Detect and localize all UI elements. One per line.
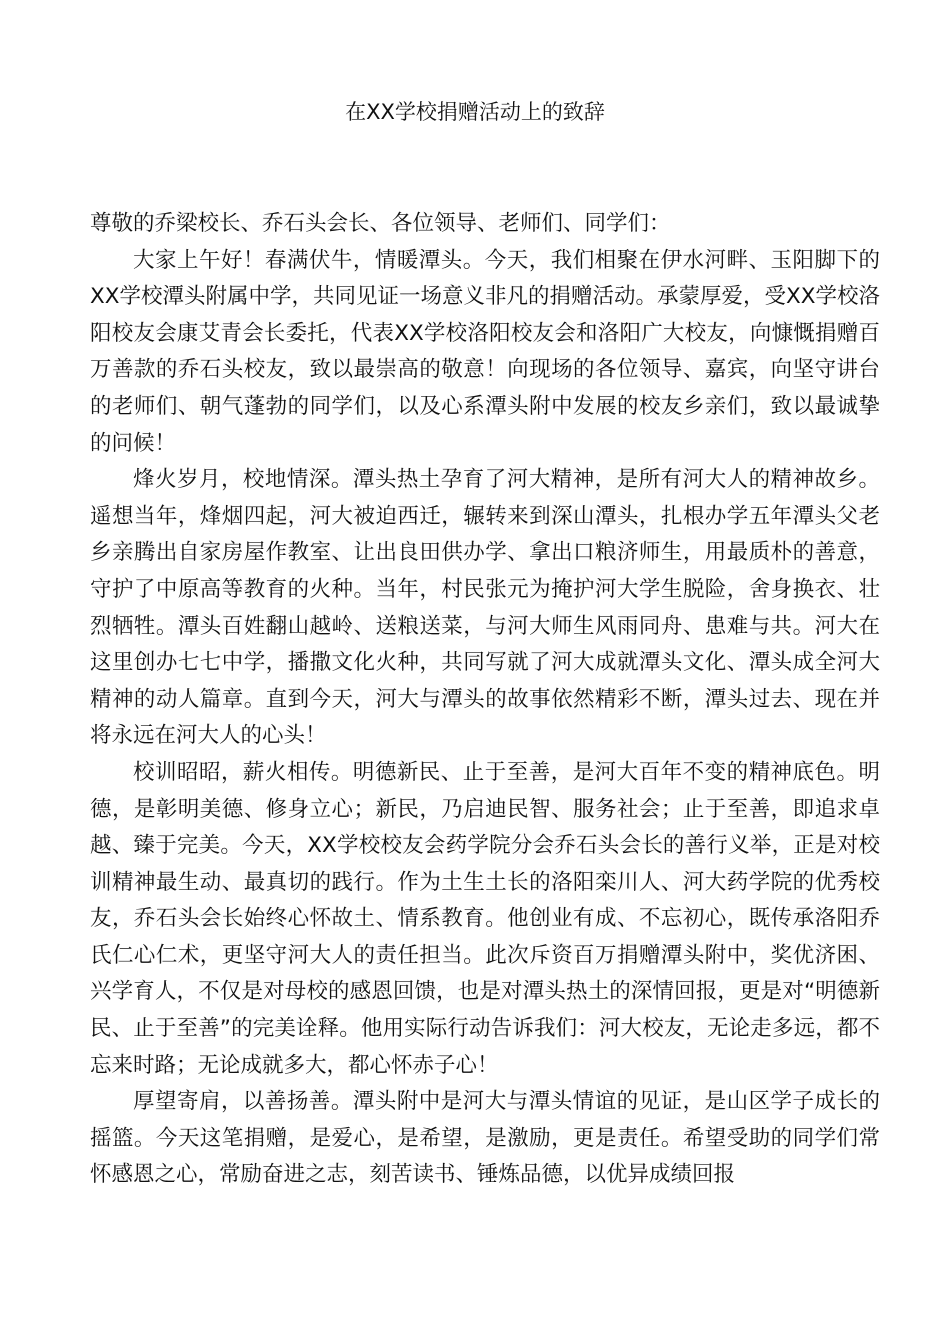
paragraph-hopes: 厚望寄肩，以善扬善。潭头附中是河大与潭头情谊的见证，是山区学子成长的摇篮。今天这笔捐赠，是爱心，是希望，是激励，更是责任。希望受助的同学们常怀感恩之心，常励奋进之志，刻苦读书、锤炼品德，以优异成绩回报 <box>90 1089 880 1188</box>
document-title: 在XX学校捐赠活动上的致辞 <box>345 100 605 124</box>
paragraph-history: 烽火岁月，校地情深。潭头热土孕育了河大精神，是所有河大人的精神故乡。遥想当年，烽烟四起，河大被迫西迁，辗转来到深山潭头，扎根办学五年潭头父老乡亲腾出自家房屋作教室、让出良田供办学、拿出口粮济师生，用最质朴的善意，守护了中原高等教育的火种。当年，村民张元为掩护河大学生脱险，舍身换衣、壮烈牺牲。潭头百姓翻山越岭、送粮送菜，与河大师生风雨同舟、患难与共。河大在这里创办七七中学，播撒文化火种，共同写就了河大成就潭头文化、潭头成全河大精神的动人篇章。直到今天，河大与潭头的故事依然精彩不断，潭头过去、现在并将永远在河大人的心头！ <box>90 467 880 749</box>
document-body <box>90 206 880 1194</box>
paragraph-motto: 校训昭昭，薪火相传。明德新民、止于至善，是河大百年不变的精神底色。明德，是彰明美德、修身立心；新民，乃启迪民智、服务社会；止于至善，即追求卓越、臻于完美。今天，XX学校校友会药学院分会乔石头会长的善行义举，正是对校训精神最生动、最真切的践行。作为土生土长的洛阳栾川人、河大药学院的优秀校友，乔石头会长始终心怀故土、情系教育。他创业有成、不忘初心，既传承洛阳乔氏仁心仁术，更坚守河大人的责任担当。此次斥资百万捐赠潭头附中，奖优济困、兴学育人，不仅是对母校的感恩回馈，也是对潭头热土的深情回报，更是对“明德新民、止于至善”的完美诠释。他用实际行动告诉我们：河大校友，无论走多远，都不忘来时路；无论成就多大，都心怀赤子心！ <box>90 759 880 1078</box>
salutation: 尊敬的乔梁校长、乔石头会长、各位领导、老师们、同学们： <box>90 211 671 236</box>
paragraph-greeting: 大家上午好！春满伏牛，情暖潭头。今天，我们相聚在伊水河畔、玉阳脚下的XX学校潭头附属中学，共同见证一场意义非凡的捐赠活动。承蒙厚爱，受XX学校洛阳校友会康艾青会长委托，代表XX学校洛阳校友会和洛阳广大校友，向慷慨捐赠百万善款的乔石头校友，致以最崇高的敬意！向现场的各位领导、嘉宾，向坚守讲台的老师们、朝气蓬勃的同学们，以及心系潭头附中发展的校友乡亲们，致以最诚挚的问候！ <box>90 247 880 456</box>
